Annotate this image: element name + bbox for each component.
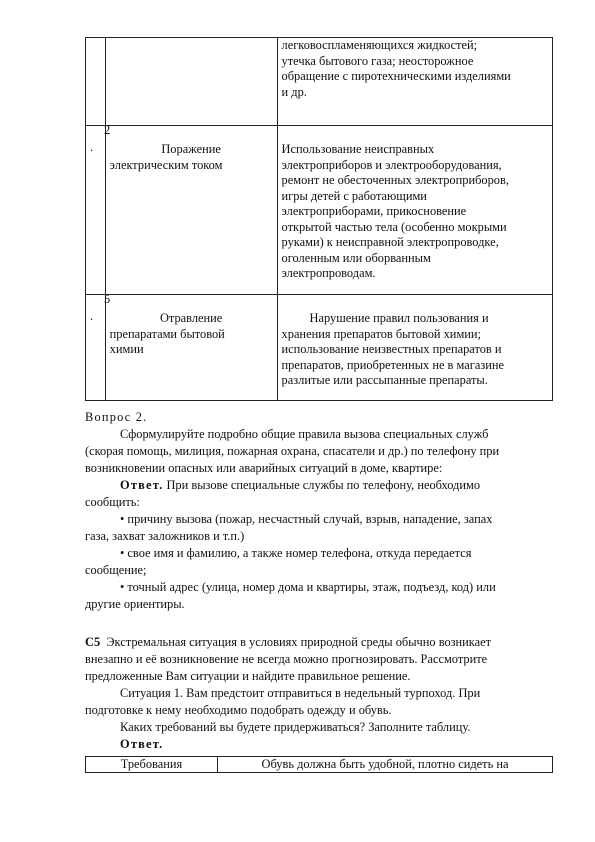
bullet-line: газа, захват заложников и т.п.): [85, 529, 245, 543]
answer-text: При вызове специальные службы по телефону, необходимо: [166, 478, 481, 492]
hazards-table: [85, 37, 553, 401]
cell-line: препаратов, приобретенных не в магазине: [281, 357, 504, 372]
row-number: 2: [104, 123, 111, 137]
row-number-cell: [86, 123, 111, 295]
question-line: возникновении опасных или аварийных ситуаций в доме, квартире:: [85, 461, 443, 475]
requirements-table: [85, 756, 553, 773]
cell-line: хранения препаратов бытовой химии;: [281, 326, 481, 341]
cell-line: электропроводам.: [281, 266, 376, 280]
cell-line: открытой частью тела (особенно мокрыми: [281, 219, 507, 234]
table-cell-hazard: [105, 126, 277, 295]
question-2-block: [85, 409, 553, 613]
row-number: 5: [104, 292, 111, 306]
answer-line: сообщить:: [85, 495, 140, 509]
table-row: [86, 38, 553, 126]
row-number-dot: .: [90, 140, 94, 154]
cell-line: электрическим током: [109, 157, 223, 172]
cell-line: Поражение: [161, 142, 221, 156]
task-line: Каких требований вы будете придерживаться? Заполните таблицу.: [120, 720, 471, 734]
bullet-line: • свое имя и фамилию, а также номер телефона, откуда передается: [120, 546, 472, 560]
answer-line: [85, 477, 553, 494]
cell-line: Нарушение правил пользования и: [309, 311, 489, 325]
table-row: [86, 126, 553, 295]
bullet-line: сообщение;: [85, 563, 147, 577]
cell-line: и др.: [281, 84, 307, 99]
table-cell-hazard: [105, 295, 277, 401]
c5-block: [85, 634, 553, 753]
cell-line: руками) к неисправной электропроводке,: [281, 235, 499, 249]
row-number-dot: .: [90, 309, 94, 323]
cell-line: разлитые или рассыпанные препараты.: [281, 373, 488, 387]
requirements-header: Требования: [86, 757, 218, 773]
c5-label: С5: [85, 635, 101, 649]
cell-line: Отравление: [159, 311, 223, 325]
c5-line: [85, 634, 553, 651]
cell-line: препаратами бытовой: [109, 326, 225, 341]
table-cell-causes: [277, 295, 552, 401]
requirements-cell: Обувь должна быть удобной, плотно сидеть на: [218, 757, 553, 773]
cell-line: электроприборов и электрооборудования,: [281, 157, 502, 172]
bullet-line: • точный адрес (улица, номер дома и квартиры, этаж, подъезд, код) или: [120, 580, 496, 594]
table-cell-causes: [277, 38, 552, 126]
bullet-line: • причину вызова (пожар, несчастный случай, взрыв, нападение, запах: [120, 512, 493, 526]
situation-line: Ситуация 1. Вам предстоит отправиться в недельный турпоход. При: [120, 686, 481, 700]
table-cell-causes: [277, 126, 552, 295]
cell-line: использование неизвестных препаратов и: [281, 342, 502, 356]
cell-line: Использование неисправных: [281, 142, 435, 156]
cell-line: электроприборами, прикосновение: [281, 204, 467, 218]
bullet-line: другие ориентиры.: [85, 597, 185, 611]
question-line: Сформулируйте подробно общие правила вызова специальных служб: [120, 427, 489, 441]
row-number-cell: [86, 292, 111, 401]
cell-line: химии: [109, 342, 144, 356]
situation-line: подготовке к нему необходимо подобрать одежду и обувь.: [85, 703, 392, 717]
question-heading: Вопрос 2.: [85, 410, 148, 424]
table-row: [86, 757, 553, 773]
cell-line: ремонт не обесточенных электроприборов,: [281, 173, 509, 187]
cell-line: утечка бытового газа; неосторожное: [281, 53, 474, 68]
c5-text: Экстремальная ситуация в условиях природной среды обычно возникает: [106, 635, 492, 649]
answer-label: Ответ.: [120, 478, 164, 492]
c5-line: внезапно и её возникновение не всегда можно прогнозировать. Рассмотрите: [85, 652, 488, 666]
cell-line: игры детей с работающими: [281, 188, 427, 203]
cell-line: оголенным или оборванным: [281, 250, 431, 265]
cell-line: обращение с пиротехническими изделиями: [281, 69, 511, 83]
question-line: (скорая помощь, милиция, пожарная охрана, спасатели и др.) по телефону при: [85, 444, 500, 458]
c5-line: предложенные Вам ситуации и найдите правильное решение.: [85, 669, 411, 683]
table-row: [86, 295, 553, 401]
cell-line: легковоспламеняющихся жидкостей;: [281, 38, 478, 52]
answer-label: Ответ.: [120, 737, 164, 751]
